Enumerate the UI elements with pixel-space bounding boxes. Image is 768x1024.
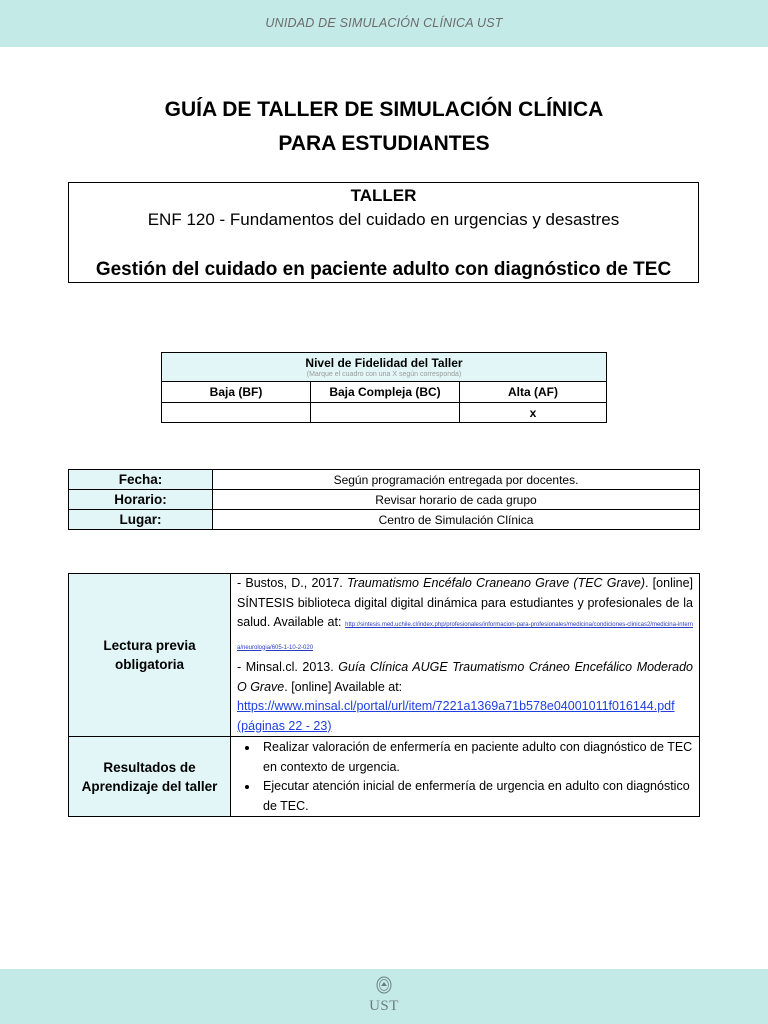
list-item: • Ejecutar atención inicial de enfermería de urgencia en adulto con diagnóstico de TEC. [259, 777, 693, 816]
time-value: Revisar horario de cada grupo [213, 490, 700, 510]
ref2-pages[interactable]: (páginas 22 - 23) [237, 718, 332, 733]
table-row [69, 470, 700, 490]
table-row [69, 510, 700, 530]
footer-logo-text: UST [369, 998, 399, 1014]
place-value: Centro de Simulación Clínica [213, 510, 700, 530]
reading-content [231, 574, 700, 737]
header-band [0, 0, 768, 47]
fidelity-title: Nivel de Fidelidad del Taller [305, 355, 463, 370]
taller-box [68, 182, 699, 283]
ref2-prefix: - Minsal.cl. 2013. [237, 660, 339, 674]
ref1-suffix: . [online] SÍNTESIS biblioteca digital digital dinámica para estudiantes y profesionales de la salud. Available at: [237, 576, 693, 629]
ref2-link[interactable]: https://www.minsal.cl/portal/url/item/7221a1369a71b578e04001011f016144.pdf [237, 699, 675, 713]
page-title-line1: GUÍA DE TALLER DE SIMULACIÓN CLÍNICA [164, 98, 604, 121]
outcomes-list [237, 738, 693, 816]
outcomes-label-line1: Resultados de [103, 759, 196, 775]
list-item: • Realizar valoración de enfermería en paciente adulto con diagnóstico de TEC en contexto de urgencia. [259, 738, 693, 777]
fidelity-instruction: (Marque el cuadro con una X según corresponda) [306, 370, 462, 378]
fidelity-value-low [162, 403, 311, 423]
fidelity-value-high: x [460, 403, 607, 423]
fidelity-col-low: Baja (BF) [162, 382, 311, 403]
header-unit-text: UNIDAD DE SIMULACIÓN CLÍNICA UST [265, 16, 503, 30]
taller-course: ENF 120 - Fundamentos del cuidado en urgencias y desastres [147, 210, 620, 229]
fidelity-col-low-complex: Baja Compleja (BC) [311, 382, 460, 403]
page-title-line2: PARA ESTUDIANTES [278, 132, 490, 155]
fidelity-value-low-complex [311, 403, 460, 423]
ref1-prefix: - Bustos, D., 2017. [237, 576, 347, 590]
date-value: Según programación entregada por docentes. [213, 470, 700, 490]
fidelity-header [162, 353, 607, 382]
schedule-table [68, 469, 700, 530]
outcomes-label [69, 737, 231, 817]
fidelity-col-high: Alta (AF) [460, 382, 607, 403]
reading-label-line2: obligatoria [114, 657, 184, 672]
taller-label: TALLER [350, 186, 417, 205]
reading-label-line1: Lectura previa [103, 638, 196, 653]
table-row [69, 574, 700, 737]
table-row [69, 737, 700, 817]
time-label: Horario: [69, 490, 213, 510]
reading-outcomes-table [68, 573, 700, 817]
date-label: Fecha: [69, 470, 213, 490]
place-label: Lugar: [69, 510, 213, 530]
ref1-title: Traumatismo Encéfalo Craneano Grave (TEC Grave) [346, 576, 645, 590]
ref2-suffix: . [online] Available at: [284, 679, 403, 694]
outcomes-content [231, 737, 700, 817]
ref2-title: Guía Clínica AUGE Traumatismo Cráneo Encefálico Moderado O Grave [237, 660, 693, 694]
fidelity-table [161, 352, 607, 423]
crest-icon [376, 976, 392, 994]
table-row [69, 490, 700, 510]
ref1-link[interactable]: http://sintesis.med.uchile.cl/index.php/profesionales/informacion-para-profesionales/medicina/condiciones-clinicas2/medicina-interna/neurologia/605-1-10-2-020 [237, 622, 693, 651]
reading-label [69, 574, 231, 737]
taller-topic: Gestión del cuidado en paciente adulto con diagnóstico de TEC [95, 259, 672, 280]
outcomes-label-line2: Aprendizaje del taller [81, 778, 218, 794]
